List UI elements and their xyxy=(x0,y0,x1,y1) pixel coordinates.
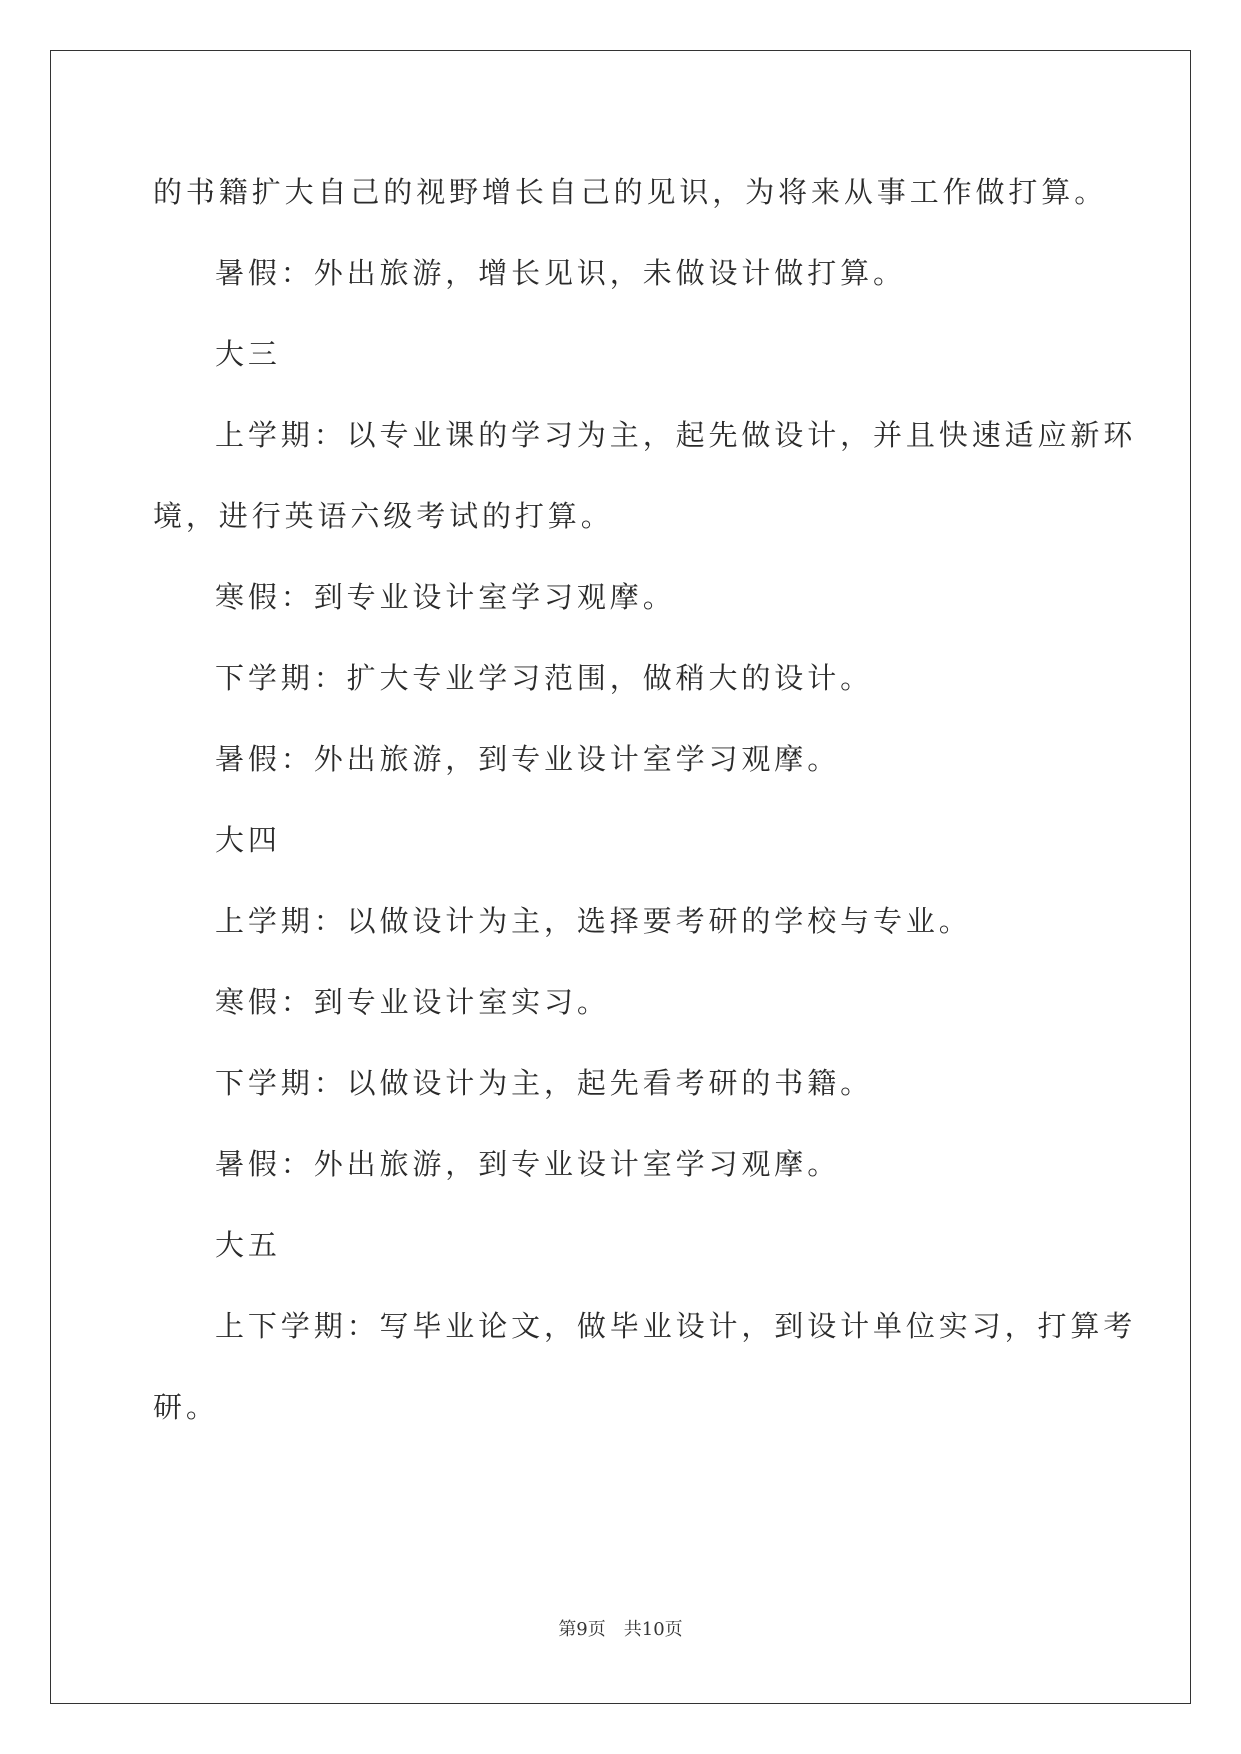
paragraph-line: 下学期：以做设计为主，起先看考研的书籍。 xyxy=(215,1066,874,1100)
paragraph-line: 寒假：到专业设计室学习观摩。 xyxy=(215,580,676,614)
paragraph-line: 暑假：外出旅游，增长见识，未做设计做打算。 xyxy=(215,256,906,290)
paragraph-line: 下学期：扩大专业学习范围，做稍大的设计。 xyxy=(215,661,874,695)
page-footer xyxy=(0,1615,1241,1641)
section-heading: 大四 xyxy=(215,823,281,857)
section-heading: 大五 xyxy=(215,1228,281,1262)
paragraph-line: 上学期：以做设计为主，选择要考研的学校与专业。 xyxy=(215,904,972,938)
paragraph-line: 研。 xyxy=(153,1390,219,1424)
paragraph-line: 暑假：外出旅游，到专业设计室学习观摩。 xyxy=(215,742,841,776)
current-page-number: 第9页 xyxy=(558,1619,606,1640)
paragraph-line: 上下学期：写毕业论文，做毕业设计，到设计单位实习，打算考 xyxy=(215,1309,1137,1343)
paragraph-line: 寒假：到专业设计室实习。 xyxy=(215,985,610,1019)
section-heading: 大三 xyxy=(215,337,281,371)
paragraph-line: 上学期：以专业课的学习为主，起先做设计，并且快速适应新环 xyxy=(215,418,1137,452)
page-border xyxy=(50,50,1191,1704)
total-page-count: 共10页 xyxy=(623,1619,683,1640)
paragraph-line: 境，进行英语六级考试的打算。 xyxy=(153,499,614,533)
paragraph-line: 的书籍扩大自己的视野增长自己的见识，为将来从事工作做打算。 xyxy=(153,175,1108,209)
paragraph-line: 暑假：外出旅游，到专业设计室学习观摩。 xyxy=(215,1147,841,1181)
